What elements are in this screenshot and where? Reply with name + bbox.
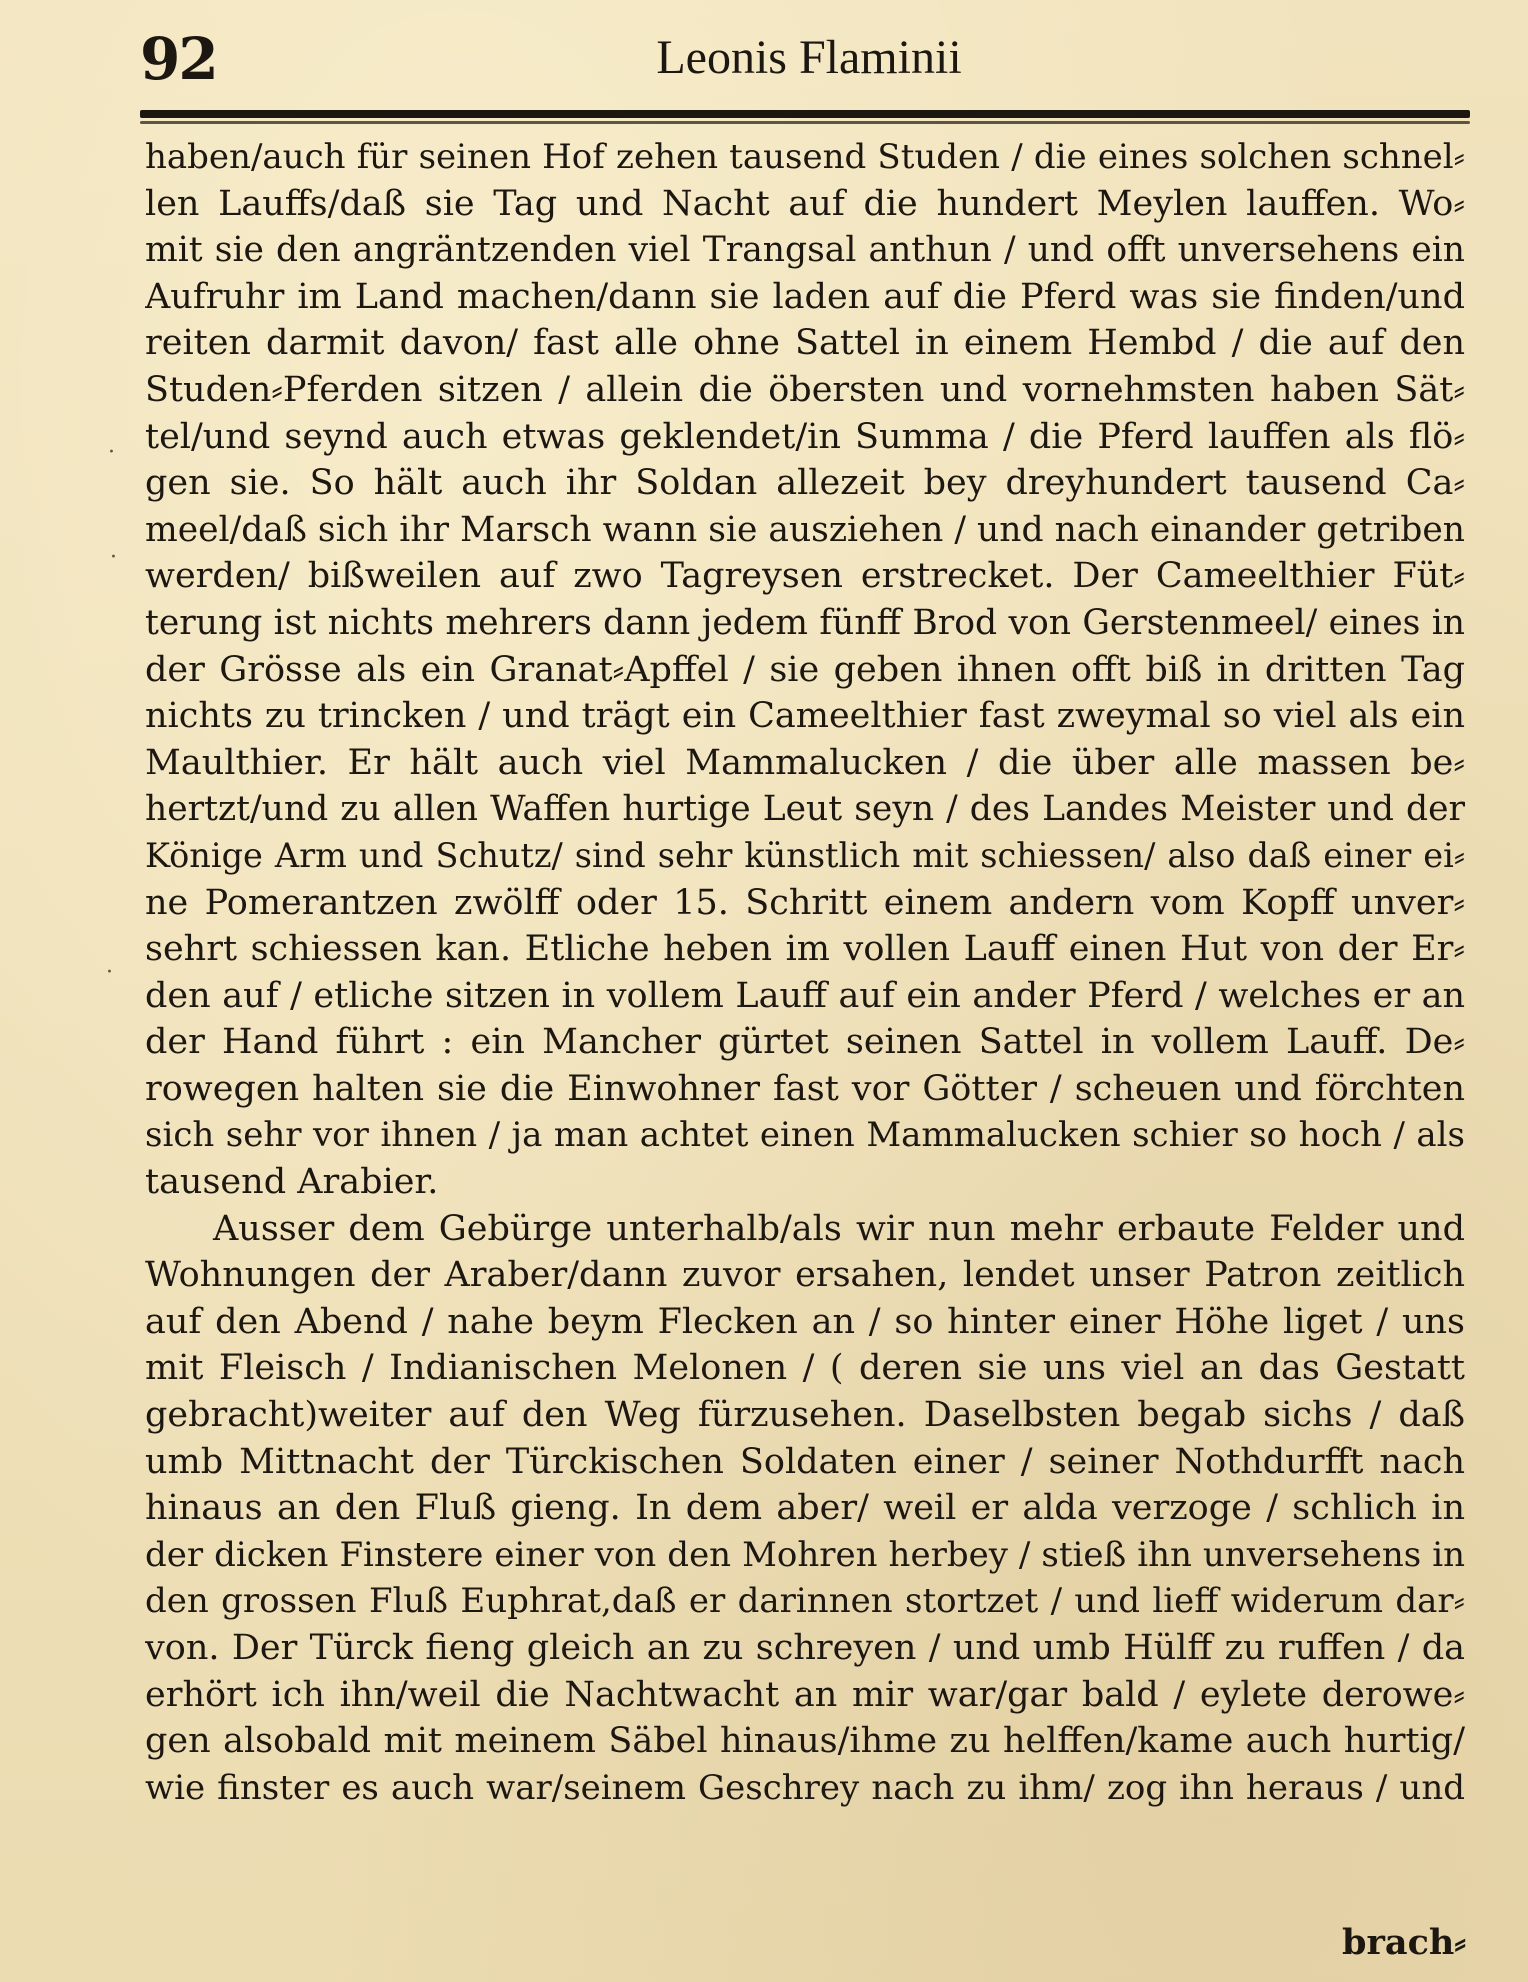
text-line: meel/daß sich ihr Marsch wann sie ausziehen / und nach einander getriben — [145, 509, 1465, 550]
header-rule-thin — [140, 121, 1470, 124]
text-line: der dicken Finstere einer von den Mohren herbey / stieß ihn unversehens in — [145, 1534, 1465, 1575]
text-line: terung ist nichts mehrers dann jedem fünff Brod von Gerstenmeel/ eines in — [145, 602, 1465, 643]
paragraph-start-line: Ausser dem Gebürge unterhalb/als wir nun mehr erbaute Felder und — [213, 1208, 1465, 1249]
text-line: von. Der Türck fieng gleich an zu schreyen / und umb Hülff zu ruffen / da — [145, 1628, 1465, 1668]
margin-speck: · — [106, 960, 113, 985]
text-line: mit Fleisch / Indianischen Melonen / ( deren sie uns viel an das Gestatt — [145, 1348, 1465, 1389]
margin-speck: · — [108, 440, 115, 465]
text-line: hinaus an den Fluß gieng. In dem aber/ weil er alda verzoge / schlich in — [145, 1488, 1465, 1529]
text-line: sich sehr vor ihnen / ja man achtet einen Mammalucken schier so hoch / als — [145, 1115, 1465, 1156]
text-line: der Hand führt : ein Mancher gürtet seinen Sattel in vollem Lauff. De⸗ — [145, 1022, 1465, 1063]
text-line: den grossen Fluß Euphrat,daß er darinnen stortzet / und lieff widerum dar⸗ — [145, 1581, 1465, 1622]
text-line: Studen⸗Pferden sitzen / allein die öbersten und vornehmsten haben Sät⸗ — [145, 369, 1465, 410]
text-line: ne Pomerantzen zwölff oder 15. Schritt einem andern vom Kopff unver⸗ — [145, 882, 1465, 923]
text-line: Wohnungen der Araber/dann zuvor ersahen, lendet unser Patron zeitlich — [145, 1255, 1465, 1296]
text-line: len Lauffs/daß sie Tag und Nacht auf die hundert Meylen lauffen. Wo⸗ — [145, 183, 1465, 224]
text-line: umb Mittnacht der Türckischen Soldaten einer / seiner Nothdurfft nach — [145, 1441, 1465, 1482]
body-text — [145, 134, 1465, 1811]
header-rule — [140, 110, 1470, 118]
text-line: werden/ bißweilen auf zwo Tagreysen erstrecket. Der Cameelthier Füt⸗ — [145, 556, 1465, 597]
text-line: sehrt schiessen kan. Etliche heben im vollen Lauff einen Hut von der Er⸗ — [145, 929, 1465, 970]
margin-speck: · — [110, 545, 117, 570]
text-line: erhört ich ihn/weil die Nachtwacht an mir war/gar bald / eylete derowe⸗ — [145, 1674, 1465, 1715]
text-line: wie finster es auch war/seinem Geschrey nach zu ihm/ zog ihn heraus / und — [145, 1767, 1465, 1808]
text-line: der Grösse als ein Granat⸗Apffel / sie geben ihnen offt biß in dritten Tag — [145, 649, 1465, 690]
text-line: hertzt/und zu allen Waffen hurtige Leut seyn / des Landes Meister und der — [145, 789, 1465, 830]
text-line: nichts zu trincken / und trägt ein Cameelthier fast zweymal so viel als ein — [145, 696, 1465, 737]
text-line: tel/und seynd auch etwas geklendet/in Summa / die Pferd lauffen als flö⸗ — [145, 416, 1465, 457]
text-line: reiten darmit davon/ fast alle ohne Sattel in einem Hembd / die auf den — [145, 323, 1465, 364]
text-line: auf den Abend / nahe beym Flecken an / so hinter einer Höhe liget / uns — [145, 1301, 1465, 1342]
text-line: gen alsobald mit meinem Säbel hinaus/ihme zu helffen/kame auch hurtig/ — [145, 1721, 1465, 1762]
page-number: 92 — [140, 25, 217, 93]
text-line: Könige Arm und Schutz/ sind sehr künstlich mit schiessen/ also daß einer ei⸗ — [145, 835, 1465, 875]
text-line: gebracht)weiter auf den Weg fürzusehen. Daselbsten begab sichs / daß — [145, 1395, 1465, 1436]
catchword: brach⸗ — [1341, 1922, 1466, 1963]
paragraph-end-line: tausend Arabier. — [145, 1162, 439, 1203]
text-line: Maulthier. Er hält auch viel Mammalucken / die über alle massen be⸗ — [145, 742, 1465, 783]
running-head: Leonis Flaminii — [656, 31, 962, 84]
text-line: Aufruhr im Land machen/dann sie laden auf die Pferd was sie finden/und — [145, 276, 1465, 317]
text-line: gen sie. So hält auch ihr Soldan allezeit bey dreyhundert tausend Ca⸗ — [145, 463, 1465, 504]
text-line: rowegen halten sie die Einwohner fast vor Götter / scheuen und förchten — [145, 1068, 1465, 1109]
text-line: den auf / etliche sitzen in vollem Lauff auf ein ander Pferd / welches er an — [145, 975, 1465, 1016]
text-line: haben/auch für seinen Hof zehen tausend Studen / die eines solchen schnel⸗ — [145, 137, 1465, 177]
text-line: mit sie den angräntzenden viel Trangsal anthun / und offt unversehens ein — [145, 230, 1465, 271]
